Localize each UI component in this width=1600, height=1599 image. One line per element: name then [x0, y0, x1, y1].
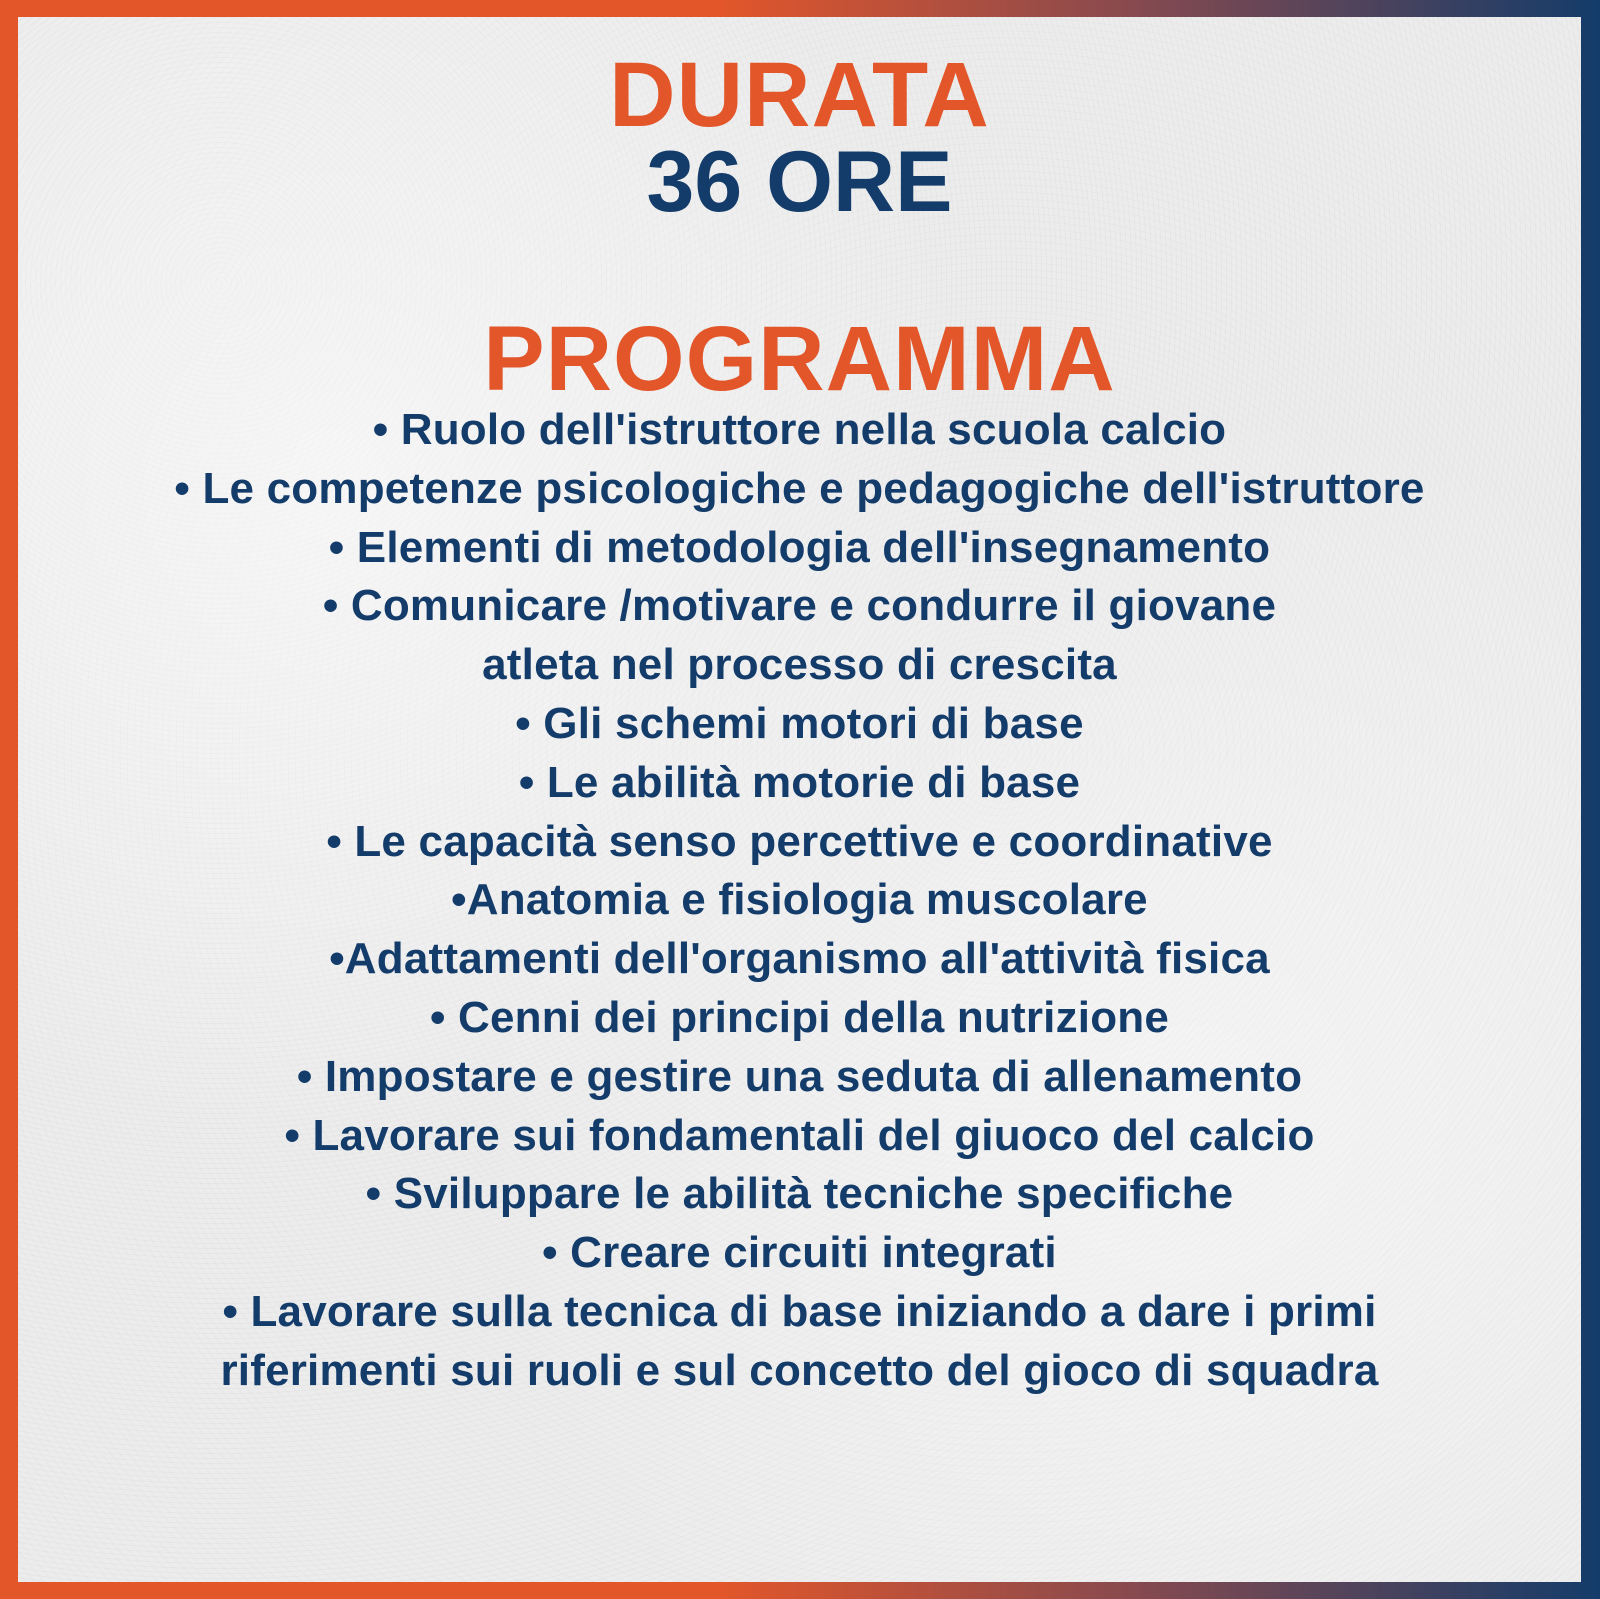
program-item: • Elementi di metodologia dell'insegnamento [328, 522, 1271, 572]
program-item: • Comunicare /motivare e condurre il giovane [322, 581, 1277, 631]
program-item: • Le abilità motorie di base [518, 757, 1081, 807]
program-list [18, 401, 1581, 1401]
program-item: • Impostare e gestire una seduta di allenamento [296, 1051, 1303, 1101]
duration-value: 36 ORE [646, 134, 953, 230]
program-item: • Sviluppare le abilità tecniche specifiche [365, 1169, 1234, 1219]
program-item: • Le competenze psicologiche e pedagogiche dell'istruttore [174, 463, 1425, 513]
program-item: •Anatomia e fisiologia muscolare [451, 875, 1148, 925]
program-item: • Lavorare sulla tecnica di base iniziando a dare i primi [222, 1286, 1377, 1336]
duration-title: DURATA [609, 44, 990, 146]
program-item-continuation: atleta nel processo di crescita [482, 640, 1117, 690]
program-item: • Gli schemi motori di base [515, 698, 1084, 748]
program-item: • Ruolo dell'istruttore nella scuola calcio [372, 405, 1227, 454]
paper-panel [18, 17, 1581, 1582]
program-title: PROGRAMMA [483, 308, 1116, 410]
program-item-continuation: riferimenti sui ruoli e sul concetto del gioco di squadra [220, 1345, 1379, 1395]
program-item: • Cenni dei principi della nutrizione [429, 992, 1170, 1042]
program-item: • Le capacità senso percettive e coordinative [326, 816, 1273, 866]
program-item: • Creare circuiti integrati [542, 1228, 1057, 1278]
program-item: • Lavorare sui fondamentali del giuoco del calcio [284, 1110, 1315, 1160]
program-item: •Adattamenti dell'organismo all'attività fisica [329, 934, 1270, 984]
